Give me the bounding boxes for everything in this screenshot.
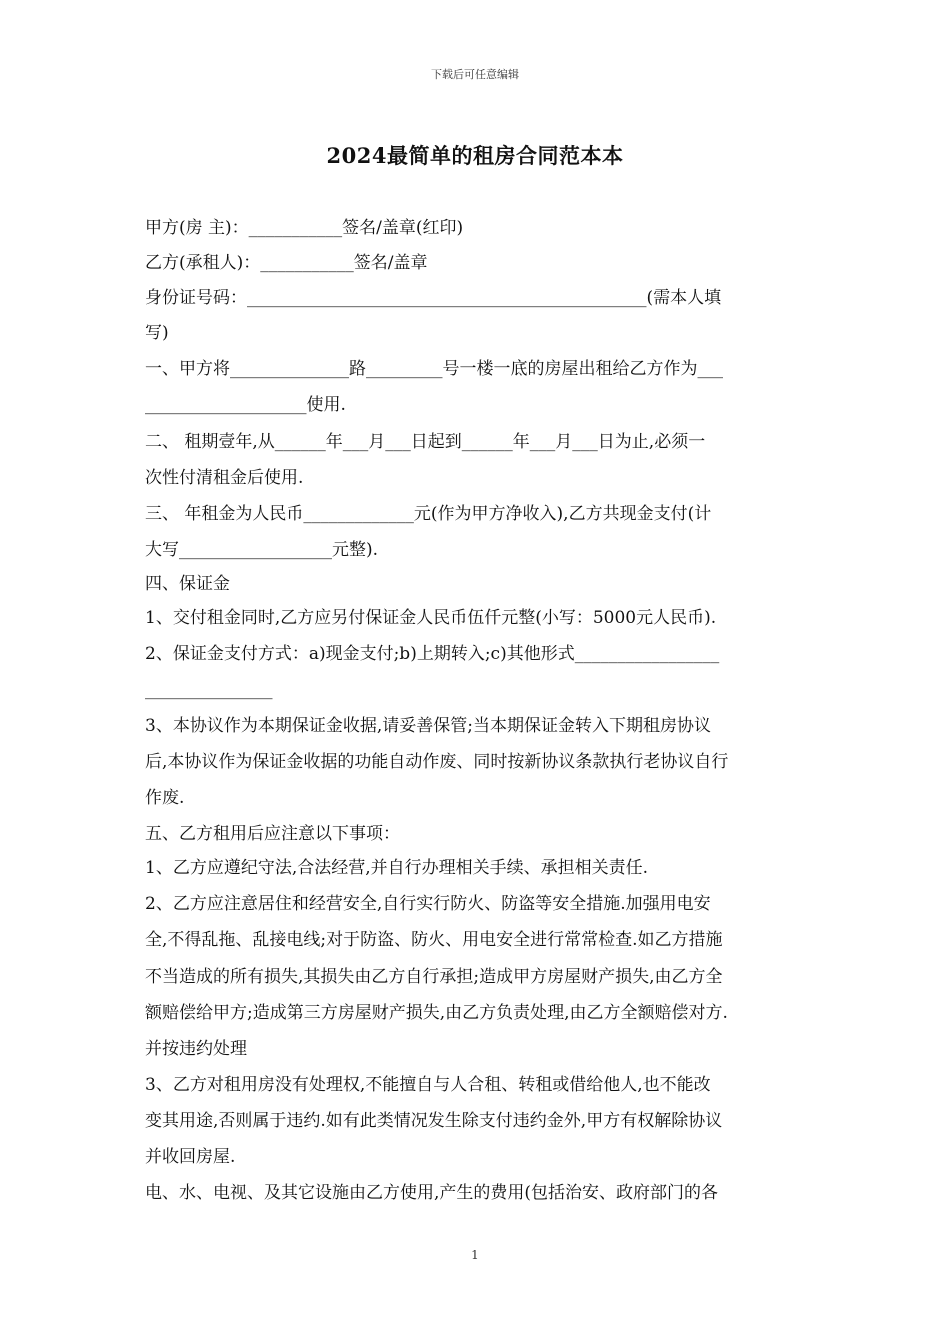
line-clause-5-2-cont2: 不当造成的所有损失,其损失由乙方自行承担;造成甲方房屋财产损失,由乙方全 [145, 967, 723, 987]
line-clause-4: 四、保证金 [145, 574, 230, 594]
line-clause-4-2: 2、保证金支付方式：a)现金支付;b)上期转入;c)其他形式_________________ [145, 644, 720, 664]
line-id-number: 身份证号码：_______________________________________________(需本人填 [145, 288, 722, 308]
line-clause-1-cont: ___________________使用. [145, 395, 346, 415]
page-number: 1 [471, 1248, 479, 1262]
line-party-b: 乙方(承租人)：___________签名/盖章 [145, 253, 428, 273]
line-clause-1: 一、甲方将______________路_________号一楼一底的房屋出租给乙方作为___ [145, 359, 723, 379]
line-clause-5: 五、乙方租用后应注意以下事项： [145, 824, 400, 844]
line-clause-5-3-cont: 变其用途,否则属于违约.如有此类情况发生除支付违约金外,甲方有权解除协议 [145, 1111, 723, 1131]
line-clause-4-3: 3、本协议作为本期保证金收据,请妥善保管;当本期保证金转入下期租房协议 [145, 716, 711, 736]
line-utilities: 电、水、电视、及其它设施由乙方使用,产生的费用(包括治安、政府部门的各 [145, 1183, 719, 1203]
line-clause-5-2-cont3: 额赔偿给甲方;造成第三方房屋财产损失,由乙方负责处理,由乙方全额赔偿对方. [145, 1003, 728, 1023]
line-clause-5-1: 1、乙方应遵纪守法,合法经营,并自行办理相关手续、承担相关责任. [145, 858, 649, 878]
line-id-number-cont: 写) [145, 323, 169, 343]
line-clause-4-3-end: 作废. [145, 788, 185, 808]
line-party-a: 甲方(房 主)：___________签名/盖章(红印) [145, 218, 464, 238]
line-clause-4-2-cont: _______________ [145, 680, 273, 700]
line-clause-5-2-cont1: 全,不得乱拖、乱接电线;对于防盗、防火、用电安全进行常常检查.如乙方措施 [145, 930, 723, 950]
line-clause-5-2: 2、乙方应注意居住和经营安全,自行实行防火、防盗等安全措施.加强用电安 [145, 894, 711, 914]
line-clause-3: 三、 年租金为人民币_____________元(作为甲方净收入),乙方共现金支付(计 [145, 504, 712, 524]
line-clause-5-3: 3、乙方对租用房没有处理权,不能擅自与人合租、转租或借给他人,也不能改 [145, 1075, 711, 1095]
line-clause-2: 二、 租期壹年,从______年___月___日起到______年___月___日为止,必须一 [145, 432, 706, 452]
document-title: 2024最简单的租房合同范本本 [326, 143, 624, 168]
line-clause-3-cont: 大写__________________元整). [145, 540, 379, 560]
line-clause-4-3-cont: 后,本协议作为保证金收据的功能自动作废、同时按新协议条款执行老协议自行 [145, 752, 729, 772]
line-clause-5-2-end: 并按违约处理 [145, 1039, 247, 1059]
line-clause-5-3-end: 并收回房屋. [145, 1147, 236, 1167]
line-clause-4-1: 1、交付租金同时,乙方应另付保证金人民币伍仟元整(小写：5000元人民币). [145, 608, 717, 628]
page-header: 下载后可任意编辑 [431, 68, 519, 81]
line-clause-2-cont: 次性付清租金后使用. [145, 468, 304, 488]
